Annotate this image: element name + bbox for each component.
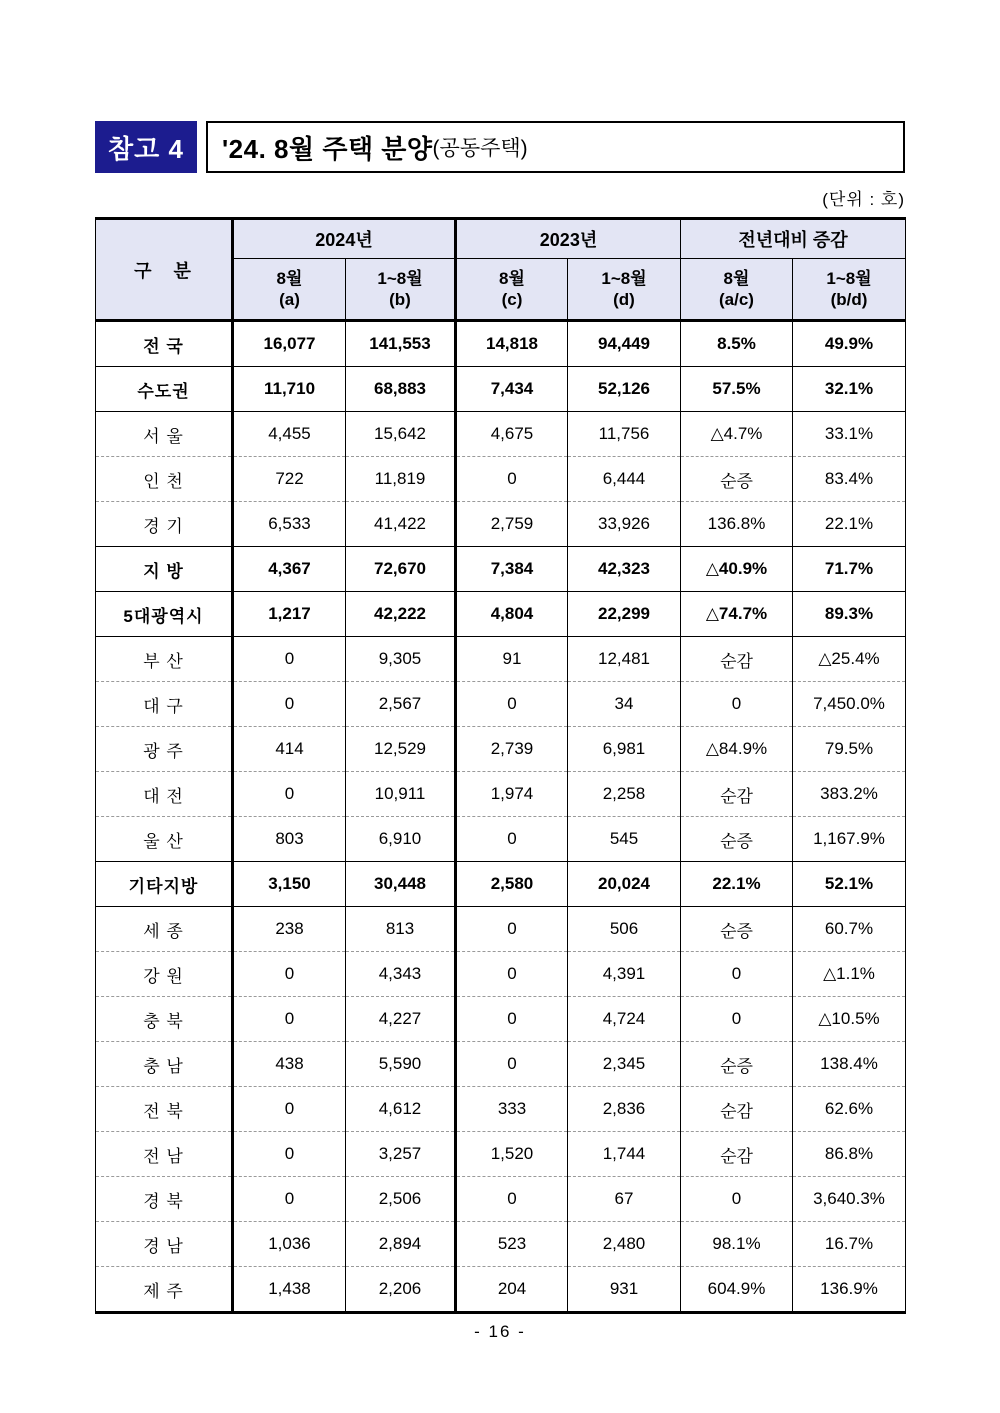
- value-cell: 0: [233, 952, 346, 997]
- table-row: [96, 1042, 906, 1087]
- value-cell: 2,480: [568, 1222, 681, 1267]
- value-cell: 순증: [681, 907, 793, 952]
- value-cell: △4.7%: [681, 412, 793, 457]
- value-cell: 0: [233, 997, 346, 1042]
- value-cell: 5,590: [346, 1042, 456, 1087]
- value-cell: △74.7%: [681, 592, 793, 637]
- row-label: 충 북: [96, 997, 233, 1042]
- value-cell: 204: [456, 1267, 568, 1313]
- row-label: 전 남: [96, 1132, 233, 1177]
- unit-label: (단위 : 호): [822, 190, 905, 209]
- subheader-line: 8월: [499, 268, 525, 288]
- value-cell: 67: [568, 1177, 681, 1222]
- value-cell: 7,450.0%: [793, 682, 906, 727]
- value-cell: 722: [233, 457, 346, 502]
- subheader-aug-a: [233, 259, 346, 321]
- header-group-row: [96, 219, 906, 259]
- value-cell: 4,391: [568, 952, 681, 997]
- value-cell: 0: [456, 457, 568, 502]
- value-cell: 0: [681, 682, 793, 727]
- value-cell: 68,883: [346, 367, 456, 412]
- subheader-aug-ac: [681, 259, 793, 321]
- value-cell: 2,258: [568, 772, 681, 817]
- value-cell: 2,759: [456, 502, 568, 547]
- value-cell: 4,724: [568, 997, 681, 1042]
- value-cell: 0: [233, 772, 346, 817]
- value-cell: 0: [681, 997, 793, 1042]
- value-cell: 0: [233, 682, 346, 727]
- value-cell: 11,756: [568, 412, 681, 457]
- value-cell: 33.1%: [793, 412, 906, 457]
- value-cell: 79.5%: [793, 727, 906, 772]
- row-label: 강 원: [96, 952, 233, 997]
- value-cell: 438: [233, 1042, 346, 1087]
- value-cell: 22.1%: [793, 502, 906, 547]
- group-yoy-change: 전년대비 증감: [681, 219, 906, 259]
- corner-header: 구 분: [96, 219, 233, 321]
- value-cell: 0: [456, 997, 568, 1042]
- value-cell: 2,580: [456, 862, 568, 907]
- table-row: [96, 502, 906, 547]
- subheader-line: (b): [389, 290, 411, 309]
- value-cell: 0: [456, 907, 568, 952]
- value-cell: 136.9%: [793, 1267, 906, 1313]
- value-cell: 22,299: [568, 592, 681, 637]
- table-row: [96, 772, 906, 817]
- subheader-line: (a/c): [719, 290, 754, 309]
- group-2023: 2023년: [456, 219, 681, 259]
- row-label: 기타지방: [96, 862, 233, 907]
- table-row: [96, 817, 906, 862]
- table-row: [96, 592, 906, 637]
- value-cell: 6,910: [346, 817, 456, 862]
- value-cell: 72,670: [346, 547, 456, 592]
- value-cell: 14,818: [456, 321, 568, 367]
- value-cell: 순증: [681, 1042, 793, 1087]
- value-cell: △84.9%: [681, 727, 793, 772]
- value-cell: 10,911: [346, 772, 456, 817]
- row-label: 경 남: [96, 1222, 233, 1267]
- value-cell: 89.3%: [793, 592, 906, 637]
- value-cell: 60.7%: [793, 907, 906, 952]
- value-cell: 2,894: [346, 1222, 456, 1267]
- value-cell: 16.7%: [793, 1222, 906, 1267]
- value-cell: 1,744: [568, 1132, 681, 1177]
- title-box: [206, 121, 905, 173]
- value-cell: 2,567: [346, 682, 456, 727]
- row-label: 대 전: [96, 772, 233, 817]
- table-row: [96, 1267, 906, 1313]
- value-cell: 98.1%: [681, 1222, 793, 1267]
- row-label: 지 방: [96, 547, 233, 592]
- value-cell: 2,345: [568, 1042, 681, 1087]
- value-cell: 141,553: [346, 321, 456, 367]
- row-label: 경 북: [96, 1177, 233, 1222]
- value-cell: 0: [681, 1177, 793, 1222]
- value-cell: 42,222: [346, 592, 456, 637]
- value-cell: △10.5%: [793, 997, 906, 1042]
- row-label: 광 주: [96, 727, 233, 772]
- value-cell: 4,343: [346, 952, 456, 997]
- value-cell: 0: [233, 1132, 346, 1177]
- row-label: 경 기: [96, 502, 233, 547]
- value-cell: △25.4%: [793, 637, 906, 682]
- value-cell: 931: [568, 1267, 681, 1313]
- value-cell: 0: [456, 682, 568, 727]
- value-cell: 0: [233, 637, 346, 682]
- row-label: 수도권: [96, 367, 233, 412]
- group-2024: 2024년: [233, 219, 456, 259]
- value-cell: 12,529: [346, 727, 456, 772]
- value-cell: 22.1%: [681, 862, 793, 907]
- value-cell: 2,739: [456, 727, 568, 772]
- row-label: 울 산: [96, 817, 233, 862]
- value-cell: 4,804: [456, 592, 568, 637]
- reference-badge: 참고 4: [95, 121, 197, 173]
- table-row: [96, 637, 906, 682]
- table-row: [96, 727, 906, 772]
- subheader-line: 8월: [723, 268, 750, 288]
- value-cell: 52,126: [568, 367, 681, 412]
- value-cell: 86.8%: [793, 1132, 906, 1177]
- value-cell: 52.1%: [793, 862, 906, 907]
- value-cell: 16,077: [233, 321, 346, 367]
- table-row: [96, 321, 906, 367]
- value-cell: 1,036: [233, 1222, 346, 1267]
- value-cell: 순감: [681, 772, 793, 817]
- value-cell: 0: [681, 952, 793, 997]
- table-row: [96, 862, 906, 907]
- table-header: [96, 219, 906, 321]
- value-cell: 20,024: [568, 862, 681, 907]
- value-cell: 4,455: [233, 412, 346, 457]
- table-row: [96, 1177, 906, 1222]
- row-label: 전 북: [96, 1087, 233, 1132]
- subheader-line: 1~8월: [601, 268, 647, 288]
- table-row: [96, 997, 906, 1042]
- value-cell: 803: [233, 817, 346, 862]
- table-body: [96, 321, 906, 1313]
- row-label: 전 국: [96, 321, 233, 367]
- subheader-line: (a): [279, 290, 300, 309]
- value-cell: 138.4%: [793, 1042, 906, 1087]
- value-cell: 11,819: [346, 457, 456, 502]
- value-cell: 순감: [681, 1132, 793, 1177]
- value-cell: 1,520: [456, 1132, 568, 1177]
- value-cell: 42,323: [568, 547, 681, 592]
- value-cell: 545: [568, 817, 681, 862]
- value-cell: 3,257: [346, 1132, 456, 1177]
- subheader-line: 1~8월: [377, 268, 423, 288]
- value-cell: 4,227: [346, 997, 456, 1042]
- value-cell: 383.2%: [793, 772, 906, 817]
- row-label: 서 울: [96, 412, 233, 457]
- row-label: 세 종: [96, 907, 233, 952]
- page-title-suffix: (공동주택): [432, 137, 528, 160]
- row-label: 5대광역시: [96, 592, 233, 637]
- table-row: [96, 1222, 906, 1267]
- value-cell: 0: [233, 1087, 346, 1132]
- value-cell: 6,981: [568, 727, 681, 772]
- value-cell: 0: [456, 952, 568, 997]
- subheader-aug-c: [456, 259, 568, 321]
- page-title: '24. 8월 주택 분양: [222, 133, 433, 164]
- value-cell: △1.1%: [793, 952, 906, 997]
- page-number: - 16 -: [474, 1322, 526, 1341]
- value-cell: 0: [456, 1042, 568, 1087]
- value-cell: 순감: [681, 1087, 793, 1132]
- value-cell: 83.4%: [793, 457, 906, 502]
- value-cell: 0: [456, 1177, 568, 1222]
- table-row: [96, 367, 906, 412]
- value-cell: 1,167.9%: [793, 817, 906, 862]
- value-cell: 2,836: [568, 1087, 681, 1132]
- value-cell: △40.9%: [681, 547, 793, 592]
- value-cell: 11,710: [233, 367, 346, 412]
- value-cell: 순감: [681, 637, 793, 682]
- table-row: [96, 952, 906, 997]
- value-cell: 0: [456, 817, 568, 862]
- value-cell: 333: [456, 1087, 568, 1132]
- value-cell: 94,449: [568, 321, 681, 367]
- value-cell: 0: [233, 1177, 346, 1222]
- value-cell: 4,612: [346, 1087, 456, 1132]
- row-label: 대 구: [96, 682, 233, 727]
- subheader-line: 8월: [276, 268, 303, 288]
- row-label: 제 주: [96, 1267, 233, 1313]
- value-cell: 34: [568, 682, 681, 727]
- row-label: 인 천: [96, 457, 233, 502]
- value-cell: 9,305: [346, 637, 456, 682]
- table-row: [96, 907, 906, 952]
- table-row: [96, 412, 906, 457]
- subheader-jan-aug-bd: [793, 259, 906, 321]
- value-cell: 4,675: [456, 412, 568, 457]
- value-cell: 33,926: [568, 502, 681, 547]
- table-row: [96, 547, 906, 592]
- table-row: [96, 457, 906, 502]
- value-cell: 순증: [681, 817, 793, 862]
- value-cell: 3,150: [233, 862, 346, 907]
- value-cell: 506: [568, 907, 681, 952]
- subheader-line: (c): [501, 290, 523, 309]
- value-cell: 순증: [681, 457, 793, 502]
- value-cell: 604.9%: [681, 1267, 793, 1313]
- value-cell: 813: [346, 907, 456, 952]
- housing-presale-table: [95, 217, 906, 1314]
- table-row: [96, 682, 906, 727]
- value-cell: 523: [456, 1222, 568, 1267]
- value-cell: 49.9%: [793, 321, 906, 367]
- value-cell: 62.6%: [793, 1087, 906, 1132]
- value-cell: 7,434: [456, 367, 568, 412]
- value-cell: 238: [233, 907, 346, 952]
- table-row: [96, 1087, 906, 1132]
- value-cell: 8.5%: [681, 321, 793, 367]
- value-cell: 414: [233, 727, 346, 772]
- value-cell: 1,217: [233, 592, 346, 637]
- subheader-jan-aug-b: [346, 259, 456, 321]
- value-cell: 1,438: [233, 1267, 346, 1313]
- value-cell: 41,422: [346, 502, 456, 547]
- value-cell: 136.8%: [681, 502, 793, 547]
- subheader-line: 1~8월: [826, 268, 872, 288]
- value-cell: 71.7%: [793, 547, 906, 592]
- value-cell: 32.1%: [793, 367, 906, 412]
- row-label: 충 남: [96, 1042, 233, 1087]
- value-cell: 2,206: [346, 1267, 456, 1313]
- value-cell: 91: [456, 637, 568, 682]
- value-cell: 3,640.3%: [793, 1177, 906, 1222]
- value-cell: 57.5%: [681, 367, 793, 412]
- table-row: [96, 1132, 906, 1177]
- subheader-jan-aug-d: [568, 259, 681, 321]
- value-cell: 15,642: [346, 412, 456, 457]
- value-cell: 2,506: [346, 1177, 456, 1222]
- value-cell: 6,533: [233, 502, 346, 547]
- value-cell: 1,974: [456, 772, 568, 817]
- document-header: [95, 121, 905, 173]
- subheader-line: (d): [613, 290, 635, 309]
- value-cell: 30,448: [346, 862, 456, 907]
- value-cell: 4,367: [233, 547, 346, 592]
- value-cell: 12,481: [568, 637, 681, 682]
- value-cell: 6,444: [568, 457, 681, 502]
- row-label: 부 산: [96, 637, 233, 682]
- value-cell: 7,384: [456, 547, 568, 592]
- subheader-line: (b/d): [830, 290, 868, 309]
